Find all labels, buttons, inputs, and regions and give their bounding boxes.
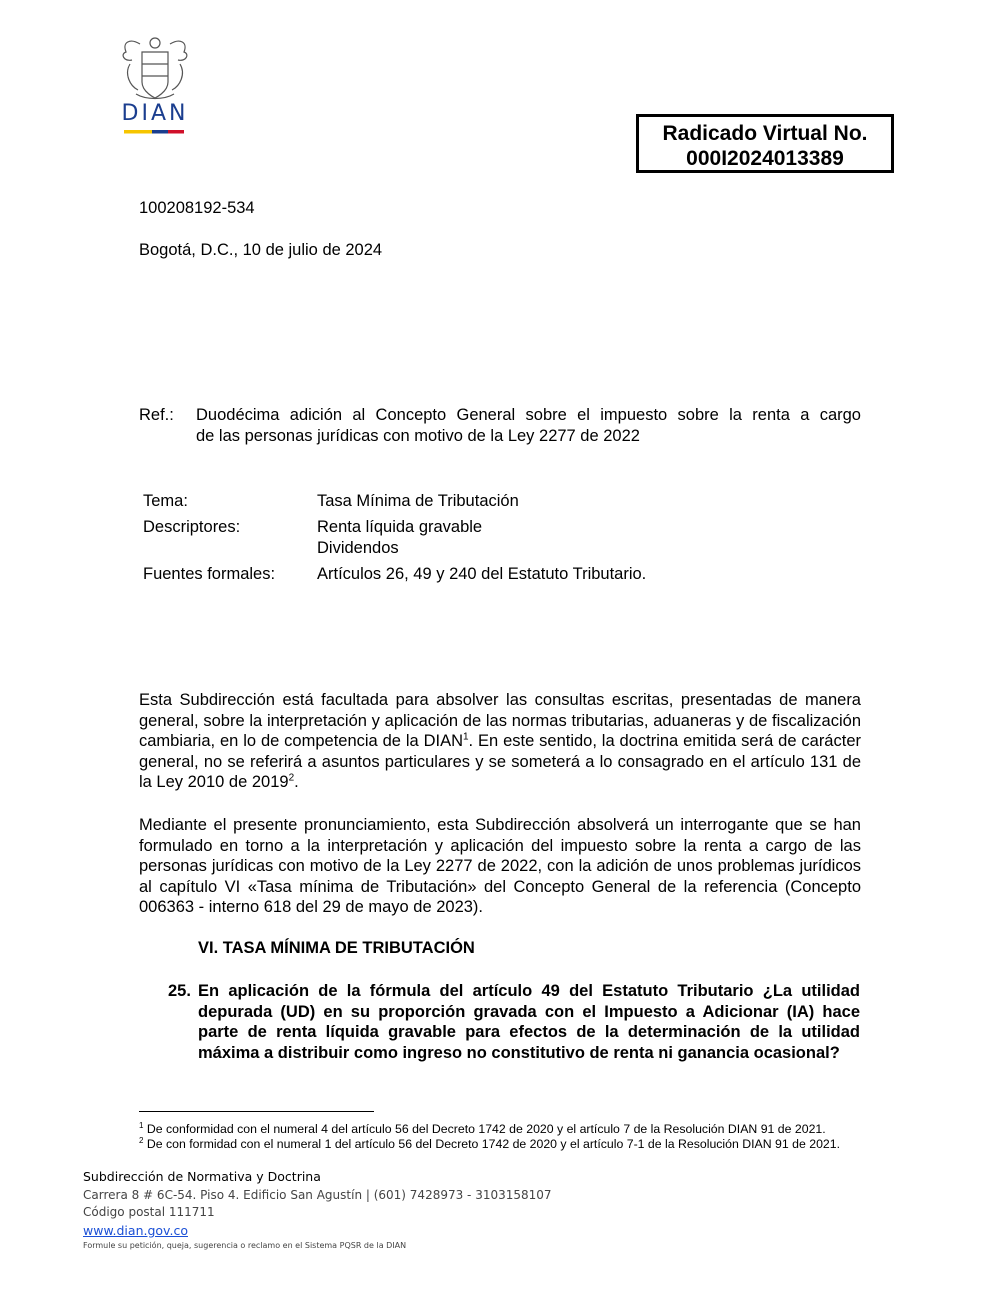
- footer-office: Subdirección de Normativa y Doctrina: [83, 1169, 321, 1184]
- ref-text: [196, 405, 861, 447]
- dian-logo: [100, 34, 210, 140]
- fuentes-value: Artículos 26, 49 y 240 del Estatuto Tributario.: [317, 565, 647, 583]
- descriptores-value-2: Dividendos: [317, 539, 399, 557]
- footer-postal-code: Código postal 111711: [83, 1205, 215, 1219]
- footnote-1: [139, 1122, 861, 1137]
- footnote-ref-1: 1: [462, 731, 469, 743]
- footnote-ref-2: 2: [288, 772, 295, 784]
- question-number: 25.: [168, 982, 191, 1000]
- radicado-title: Radicado Virtual No.: [662, 122, 868, 145]
- coat-of-arms-icon: [100, 34, 210, 140]
- footer-website-link[interactable]: www.dian.gov.co: [83, 1223, 188, 1238]
- descriptores-label: Descriptores:: [143, 518, 241, 536]
- footnote-text-2: De con formidad con el numeral 1 del artículo 56 del Decreto 1742 de 2020 y el artículo 7-1 de la Resolución DIAN 91 de 2021.: [143, 1137, 841, 1151]
- ref-label: Ref.:: [139, 406, 174, 424]
- intro-paragraph: [139, 690, 861, 793]
- pronouncement-paragraph: Mediante el presente pronunciamiento, esta Subdirección absolverá un interrogante que se han formulado en torno a la interpretación y aplicación del impuesto sobre la renta a cargo de las personas jurídicas con motivo de la Ley 2277 de 2022, con la adición de unos problemas jurídicos al capítulo VI «Tasa mínima de Tributación» del Concepto General de la referencia (Concepto 006363 - interno 618 del 29 de mayo de 2023).: [139, 816, 861, 917]
- footnote-text-1: De conformidad con el numeral 4 del artículo 56 del Decreto 1742 de 2020 y el artículo 7 de la Resolución DIAN 91 de 2021.: [143, 1122, 826, 1136]
- ref-line-1: Duodécima adición al Concepto General sobre el impuesto sobre la renta a cargo: [196, 406, 861, 424]
- intro-text-a: Esta Subdirección está facultada para absolver las consultas escritas, presentadas de manera general, sobre la interpretación y aplicación de las normas tributarias, aduaneras y de fiscalización cambiaria, en lo de competencia de la DIAN: [139, 691, 861, 751]
- radicado-number: 000I2024013389: [686, 147, 844, 170]
- document-number: 100208192-534: [139, 199, 255, 217]
- footnote-2: [139, 1137, 861, 1152]
- fuentes-label: Fuentes formales:: [143, 565, 276, 583]
- footnote-mark-2: 2: [139, 1135, 144, 1145]
- tema-label: Tema:: [143, 492, 188, 510]
- intro-text-b: . En este sentido, la doctrina emitida será de carácter general, no se referirá a asuntos particulares y se someterá a lo consagrado en el artículo 131 de la Ley 2010 de 2019: [139, 732, 861, 792]
- descriptores-value-1: Renta líquida gravable: [317, 518, 483, 536]
- logo-wordmark: DIAN: [121, 101, 189, 126]
- radicado-box: [636, 114, 894, 173]
- question-text: En aplicación de la fórmula del artículo 49 del Estatuto Tributario ¿La utilidad depurada (UD) en su proporción gravada con el Impuesto a Adicionar (IA) hace parte de renta líquida gravable para efectos de la determinación de la utilidad máxima a distribuir como ingreso no constitutivo de renta ni ganancia ocasional?: [198, 982, 860, 1062]
- footnote-mark-1: 1: [139, 1120, 144, 1130]
- date-line: Bogotá, D.C., 10 de julio de 2024: [139, 241, 383, 259]
- ref-line-2: de las personas jurídicas con motivo de la Ley 2277 de 2022: [196, 427, 640, 445]
- intro-text-c: .: [294, 773, 299, 792]
- footnote-divider: [139, 1111, 374, 1112]
- tema-value: Tasa Mínima de Tributación: [317, 492, 519, 510]
- footer-address: Carrera 8 # 6C-54. Piso 4. Edificio San Agustín | (601) 7428973 - 3103158107: [83, 1188, 552, 1202]
- section-heading: VI. TASA MÍNIMA DE TRIBUTACIÓN: [198, 939, 475, 957]
- footer-pqsr-note: Formule su petición, queja, sugerencia o reclamo en el Sistema PQSR de la DIAN: [83, 1241, 407, 1250]
